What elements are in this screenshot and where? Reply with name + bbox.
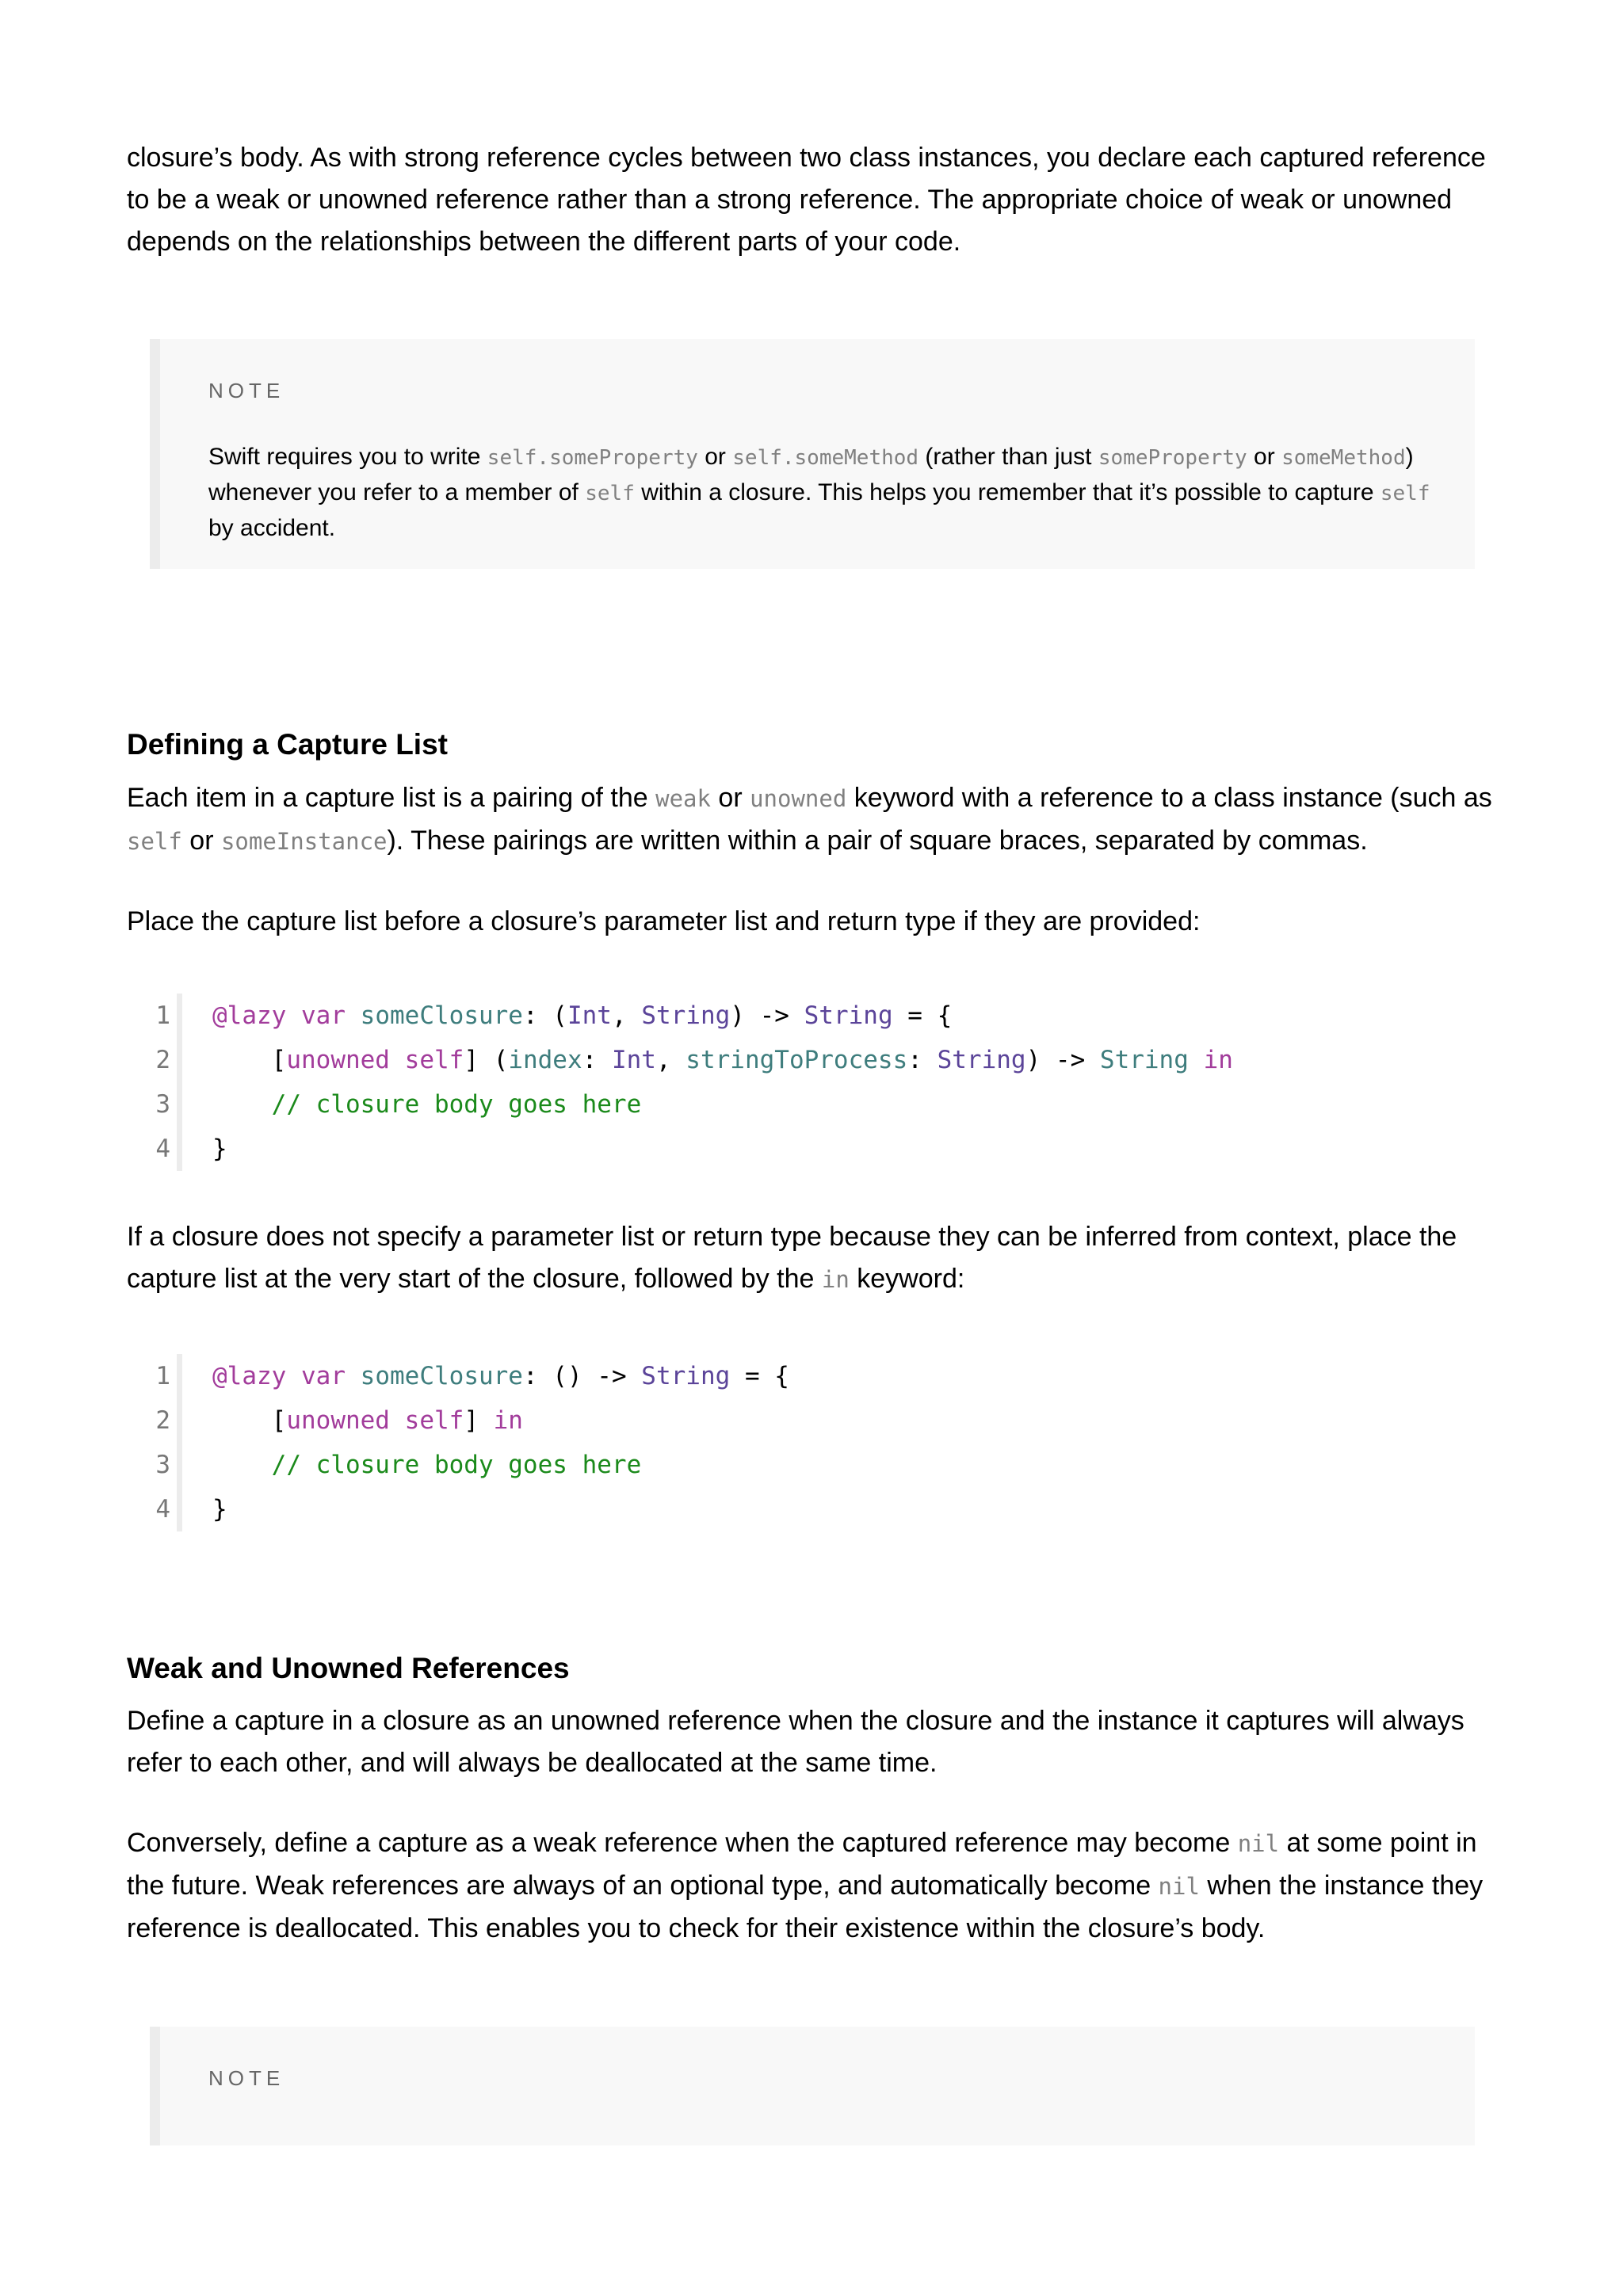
code-line: 4 } — [127, 1487, 1474, 1531]
paragraph: Each item in a capture list is a pairing of the weak or unowned keyword with a reference to a class instance (such as self or someInstance). These pairings are written within a pair of square braces, separated by commas. — [127, 783, 1492, 856]
code-line: 2 [unowned self] in — [127, 1398, 1474, 1443]
intro-line-2: to be a weak or unowned reference rather than a strong reference. The appropriate choice of weak or unowned — [127, 185, 1453, 215]
line-number: 4 — [155, 1135, 170, 1163]
inline-code: self — [1380, 482, 1430, 505]
section-heading: Defining a Capture List — [127, 728, 448, 761]
code-line: 1 @lazy var someClosure: (Int, String) -> String = { — [127, 994, 1474, 1038]
note-label: NOTE — [208, 379, 285, 402]
inline-code: self — [127, 828, 182, 855]
inline-code: self — [585, 482, 635, 505]
note-box — [150, 2027, 1475, 2145]
line-number: 3 — [155, 1090, 170, 1119]
paragraph: Place the capture list before a closure’s parameter list and return type if they are provided: — [127, 906, 1201, 936]
inline-code: someProperty — [1098, 446, 1247, 470]
inline-code: self.someMethod — [732, 446, 919, 470]
line-number: 1 — [155, 1362, 170, 1390]
inline-code: unowned — [750, 785, 847, 812]
line-number: 3 — [155, 1451, 170, 1479]
inline-code: weak — [655, 785, 711, 812]
line-number: 2 — [155, 1046, 170, 1074]
code-block — [127, 994, 1474, 1171]
inline-code: nil — [1158, 1873, 1200, 1900]
section-heading: Weak and Unowned References — [127, 1652, 570, 1684]
line-number: 1 — [155, 1001, 170, 1030]
code-block — [127, 1354, 1474, 1531]
code-line: 3 // closure body goes here — [127, 1443, 1474, 1487]
paragraph: If a closure does not specify a parameter list or return type because they can be inferred from context, place the capture list at the very start of the closure, followed by the in keyword: — [127, 1222, 1457, 1294]
note-label: NOTE — [208, 2066, 285, 2090]
paragraph: Conversely, define a capture as a weak reference when the captured reference may become nil at some point in the future. Weak references are always of an optional type, and automatically become nil when the instance they reference is deallocated. This enables you to check for their existence within the closure’s body. — [127, 1828, 1484, 1943]
line-number: 2 — [155, 1406, 170, 1435]
code-line: 3 // closure body goes here — [127, 1082, 1474, 1127]
note-box — [150, 339, 1475, 569]
inline-code: someInstance — [220, 828, 388, 855]
line-number: 4 — [155, 1495, 170, 1524]
inline-code: in — [821, 1266, 850, 1293]
inline-code: nil — [1237, 1830, 1280, 1857]
inline-code: someMethod — [1281, 446, 1406, 470]
code-line: 1 @lazy var someClosure: () -> String = { — [127, 1354, 1474, 1398]
intro-line-1: closure’s body. As with strong reference cycles between two class instances, you declare each captured reference — [127, 143, 1486, 173]
inline-code: self.someProperty — [487, 446, 698, 470]
intro-line-3: depends on the relationships between the different parts of your code. — [127, 227, 961, 257]
note-text: Swift requires you to write self.someProperty or self.someMethod (rather than just someProperty or someMethod) whenever you refer to a member of self within a closure. This helps you remember that it’s possible to capture self by accident. — [208, 444, 1430, 541]
code-line: 4 } — [127, 1127, 1474, 1171]
intro-paragraph — [127, 137, 1522, 263]
paragraph: Define a capture in a closure as an unowned reference when the closure and the instance it captures will always refer to each other, and will always be deallocated at the same time. — [127, 1706, 1465, 1778]
code-line: 2 [unowned self] (index: Int, stringToProcess: String) -> String in — [127, 1038, 1474, 1082]
